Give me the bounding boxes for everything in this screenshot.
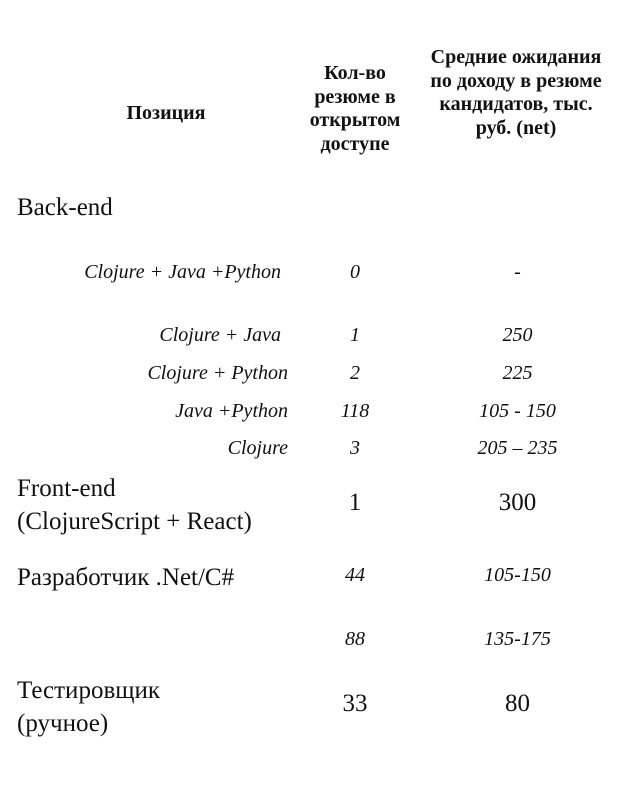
dotnet-row-count: 44	[345, 564, 365, 586]
section-title-dotnet: Разработчик .Net/C#	[17, 564, 235, 591]
section-title-tester-line2: (ручное)	[17, 709, 109, 737]
backend-row-salary: 205 – 235	[477, 437, 558, 459]
section-title-backend: Back-end	[17, 194, 113, 221]
backend-row-position: Java +Python	[175, 400, 288, 422]
backend-row-position: Clojure + Java	[159, 324, 281, 346]
backend-row-position: Clojure	[227, 437, 288, 459]
backend-row-count: 2	[350, 362, 360, 384]
backend-row-salary: -	[514, 261, 521, 283]
backend-row-position: Clojure + Java +Python	[84, 261, 281, 283]
dotnet-row-count: 88	[345, 628, 365, 650]
section-title-frontend-line1: Front-end	[17, 475, 116, 502]
backend-row-salary: 225	[502, 362, 533, 384]
backend-row-position: Clojure + Python	[147, 362, 288, 384]
dotnet-row-salary: 135-175	[484, 628, 551, 650]
frontend-salary: 300	[498, 489, 537, 516]
section-title-tester	[17, 675, 160, 740]
header-salary: Средние ожидания по доходу в резюме кандидатов, тыс. руб. (net)	[430, 46, 602, 139]
tester-salary: 80	[505, 690, 530, 717]
section-title-tester-line1: Тестировщик	[17, 677, 161, 704]
section-title-frontend-line2: (ClojureScript + React)	[17, 507, 252, 535]
header-resume-count: Кол-во резюме в открытом доступе	[309, 62, 401, 155]
backend-row-salary: 250	[502, 324, 533, 346]
backend-row-salary: 105 - 150	[479, 400, 556, 422]
section-title-frontend	[17, 473, 252, 538]
dotnet-row-salary: 105-150	[484, 564, 551, 586]
tester-count: 33	[342, 690, 368, 717]
backend-row-count: 1	[350, 324, 360, 346]
backend-row-count: 118	[340, 400, 370, 422]
header-position: Позиция	[126, 102, 206, 124]
backend-row-count: 3	[350, 437, 360, 459]
frontend-count: 1	[348, 489, 362, 516]
backend-row-count: 0	[350, 261, 360, 283]
